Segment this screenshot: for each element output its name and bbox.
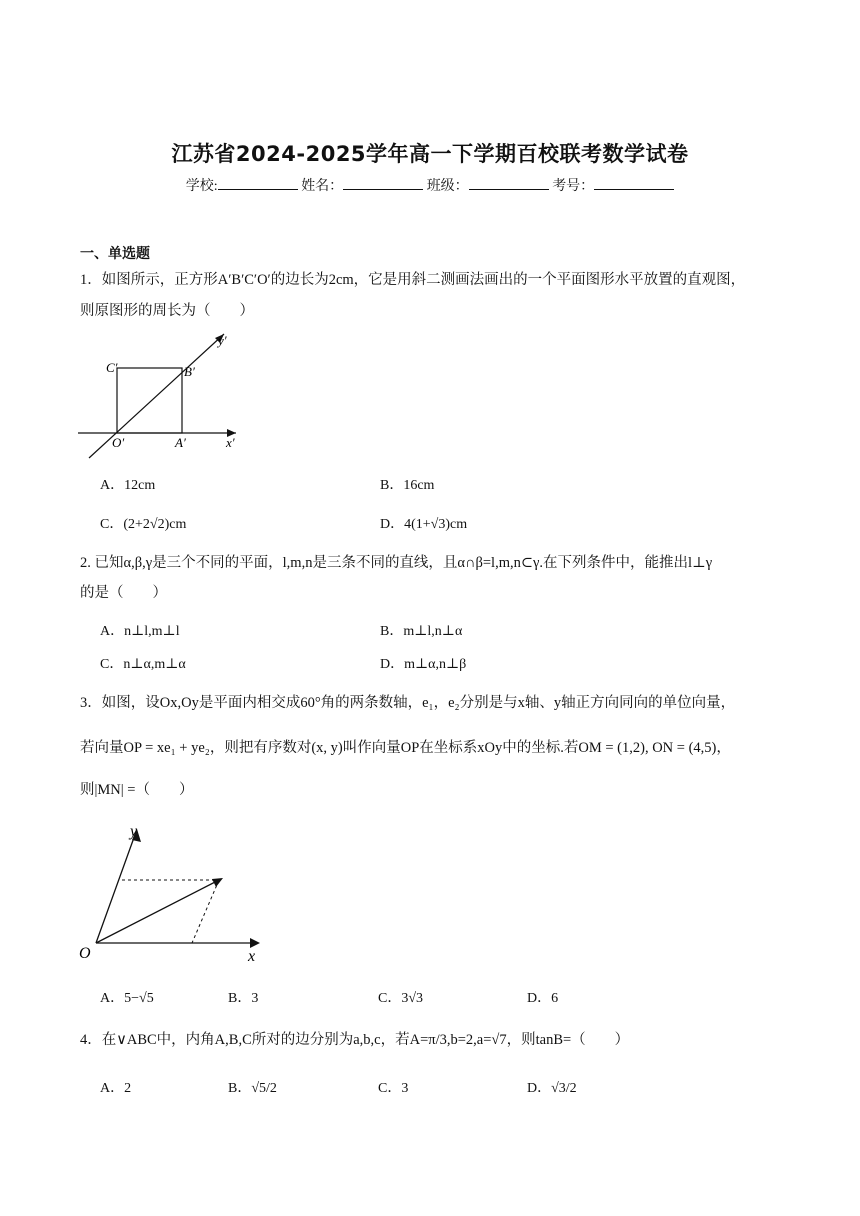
q2-option-c: C．n⊥α,m⊥α — [100, 657, 186, 672]
q3-option-c: C．3√3 — [378, 991, 424, 1006]
q1-label-o: O′ — [112, 435, 125, 450]
exam-no-label: 考号： — [552, 179, 595, 194]
q1-label-y: y′ — [218, 333, 227, 348]
q4-option-b: B．√5/2 — [228, 1081, 277, 1096]
q1-label-b: B′ — [184, 364, 195, 379]
q1-option-a: A．12cm — [100, 478, 156, 493]
q4-option-c: C．3 — [378, 1081, 409, 1096]
q3-label-o: O — [79, 945, 91, 962]
q3-label-x: x — [248, 948, 256, 965]
class-blank — [469, 177, 549, 190]
school-blank — [218, 177, 298, 190]
q4-line1: 4．在∨ABC中，内角A,B,C所对的边分别为a,b,c，若A=π/3,b=2,a=√7，则tanB=（ ） — [80, 1032, 630, 1048]
q3-line2: 若向量OP = xe₁ + ye₂，则把有序数对(x, y)叫作向量OP在坐标系xOy中的坐标.若OM = (1,2), ON = (4,5)， — [80, 740, 731, 756]
section-title: 一、单选题 — [80, 246, 150, 262]
q2-line1: 2. 已知α,β,γ是三个不同的平面，l,m,n是三条不同的直线，且α∩β=l,m,n⊂γ.在下列条件中，能推出l⊥γ — [80, 555, 713, 571]
name-label: 姓名： — [301, 179, 344, 194]
q1-line2: 则原图形的周长为（ ） — [80, 303, 254, 319]
q1-option-c: C．(2+2√2)cm — [100, 517, 187, 532]
q1-line1: 1．如图所示，正方形A′B′C′O′的边长为2cm，它是用斜二测画法画出的一个平面图形水平放置的直观图， — [80, 272, 746, 288]
student-info-line — [0, 175, 860, 195]
q2-option-d: D．m⊥α,n⊥β — [380, 657, 467, 672]
q1-option-d: D．4(1+√3)cm — [380, 517, 468, 532]
q3-option-d: D．6 — [527, 991, 559, 1006]
class-label: 班级： — [426, 179, 469, 194]
exam-no-blank — [594, 177, 674, 190]
q2-option-a: A．n⊥l,m⊥l — [100, 624, 180, 639]
page-title: 江苏省2024-2025学年高一下学期百校联考数学试卷 — [171, 142, 689, 166]
q1-label-c: C′ — [106, 360, 118, 375]
q1-figure — [76, 330, 256, 460]
q1-option-b: B．16cm — [380, 478, 435, 493]
q3-option-a: A．5−√5 — [100, 991, 154, 1006]
q4-option-d: D．√3/2 — [527, 1081, 577, 1096]
q3-option-b: B．3 — [228, 991, 259, 1006]
q2-line2: 的是（ ） — [80, 585, 167, 601]
q3-label-y: y — [130, 823, 138, 840]
q1-label-x: x′ — [226, 435, 235, 450]
q3-line3: 则|MN| =（ ） — [80, 782, 194, 798]
q1-label-a: A′ — [175, 435, 186, 450]
name-blank — [343, 177, 423, 190]
q3-figure — [76, 818, 276, 968]
q3-line1: 3．如图，设Ox,Oy是平面内相交成60°角的两条数轴，e₁，e₂分别是与x轴、y轴正方向同向的单位向量， — [80, 695, 736, 711]
q2-option-b: B．m⊥l,n⊥α — [380, 624, 463, 639]
school-label: 学校: — [185, 179, 218, 194]
q4-option-a: A．2 — [100, 1081, 132, 1096]
